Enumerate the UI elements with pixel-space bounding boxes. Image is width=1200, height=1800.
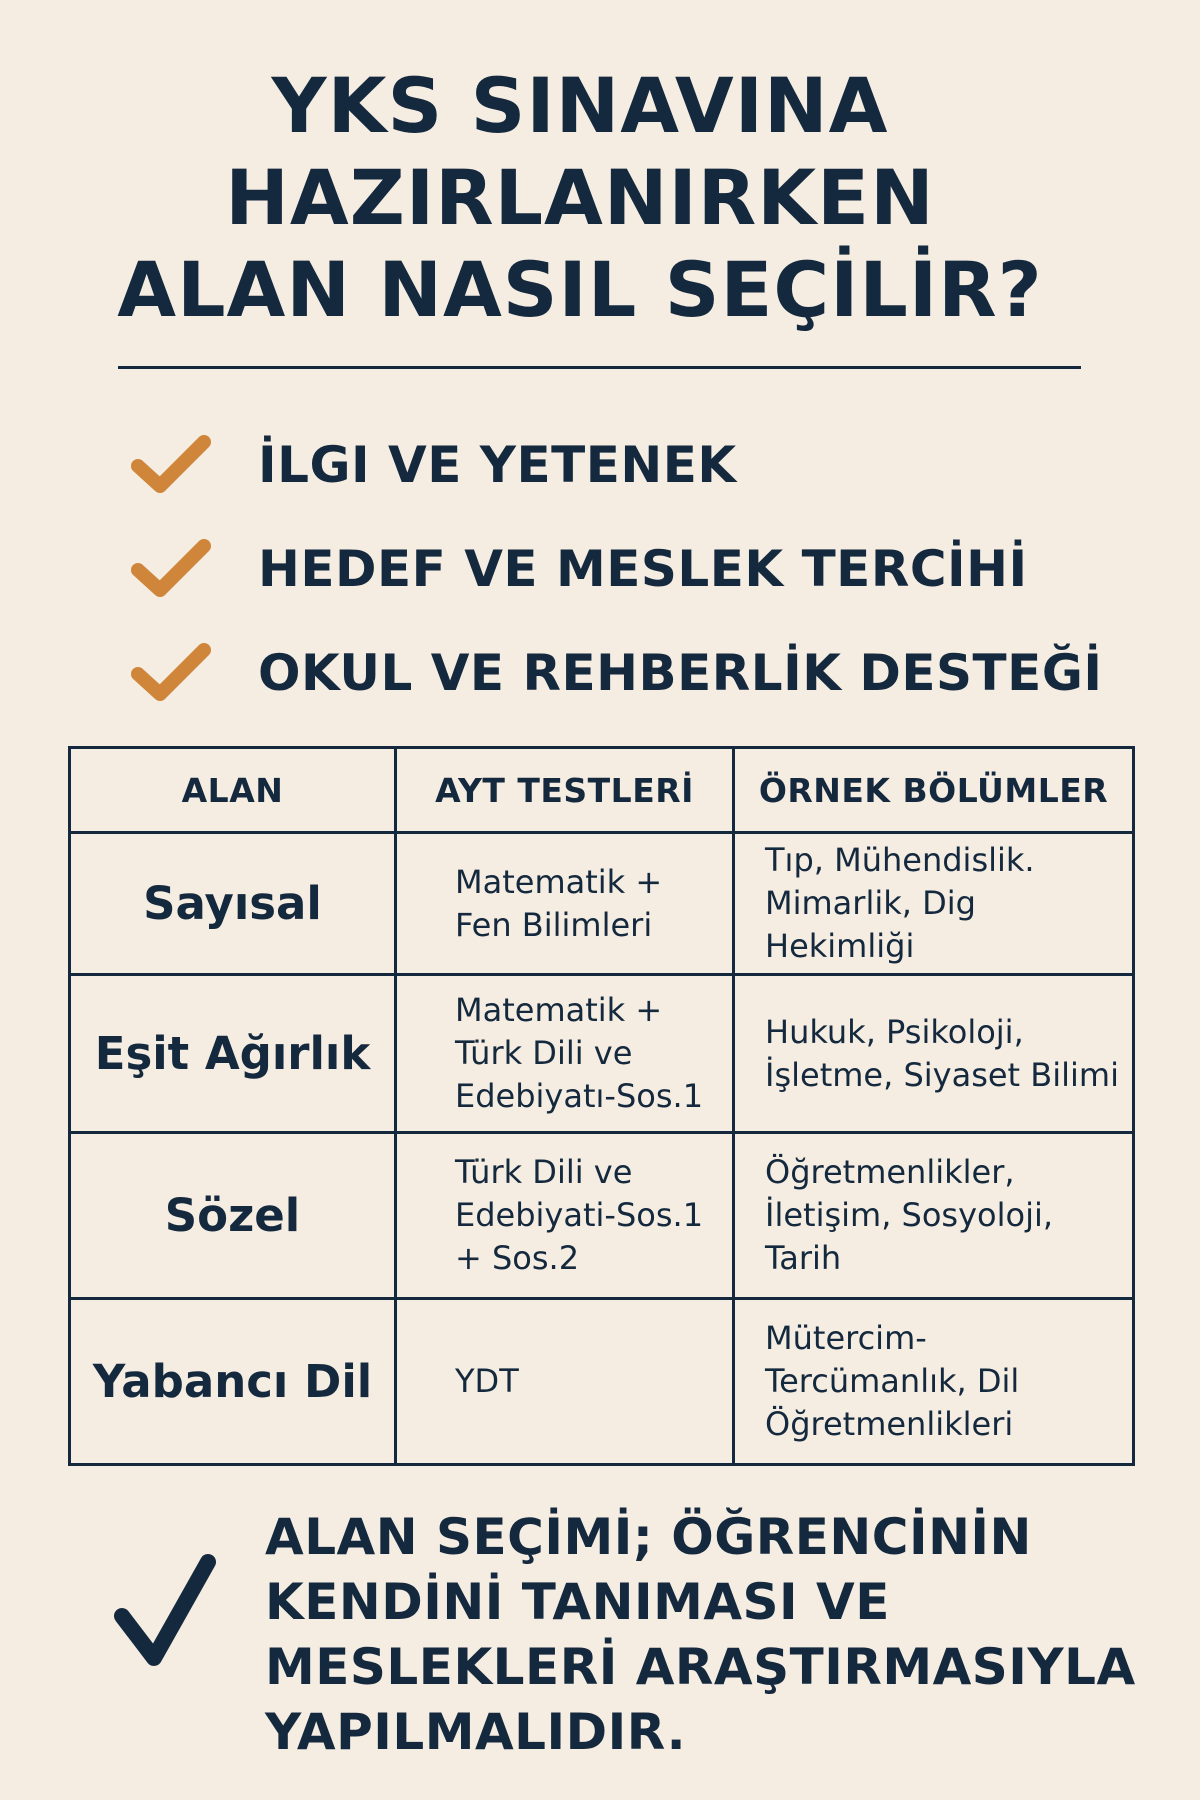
examples-line: Hukuk, Psikoloji, [765, 1012, 1024, 1051]
tests-line: Türk Dili ve [455, 1153, 633, 1191]
tests-line: + Sos.2 [455, 1239, 580, 1277]
tests-line: Türk Dili ve [455, 1034, 633, 1072]
alan-cell: Sözel [70, 1133, 396, 1299]
tests-cell [396, 1299, 734, 1465]
examples-line: Tercümanlık, Dil [765, 1362, 1020, 1400]
examples-line: Öğretmenlikler, [765, 1153, 1015, 1191]
title-line: HAZIRLANIRKEN [225, 153, 935, 242]
examples-line: Mimarlik, Dig Hekimliği [765, 884, 976, 965]
conclusion-line: MESLEKLERİ ARAŞTIRMASIYLA [265, 1638, 1136, 1696]
tests-cell [396, 1133, 734, 1299]
tests-line: Edebiyati-Sos.1 [455, 1196, 704, 1234]
criteria-item [130, 420, 1130, 520]
examples-line: Mütercim- [765, 1319, 927, 1357]
criteria-item [130, 628, 1130, 728]
check-icon [130, 640, 212, 704]
tests-line: YDT [455, 1362, 519, 1400]
table-row [70, 1133, 1134, 1299]
check-icon [112, 1550, 216, 1676]
examples-line: Öğretmenlikleri [765, 1405, 1014, 1443]
examples-cell [734, 975, 1134, 1133]
table-row [70, 833, 1134, 975]
criteria-item [130, 524, 1130, 624]
table-header-row [70, 748, 1134, 833]
title-line: ALAN NASIL SEÇİLİR? [117, 245, 1043, 334]
criteria-label: HEDEF VE MESLEK TERCİHİ [258, 540, 1028, 598]
header-ayt-testleri: AYT TESTLERİ [396, 748, 734, 833]
conclusion-line: YAPILMALIDIR. [265, 1703, 687, 1761]
header-ornek-bolumler: ÖRNEK BÖLÜMLER [734, 748, 1134, 833]
criteria-label: OKUL VE REHBERLİK DESTEĞİ [258, 644, 1103, 702]
conclusion-text [265, 1505, 1165, 1765]
tests-line: Edebiyatı-Sos.1 [455, 1077, 704, 1115]
table-row [70, 1299, 1134, 1465]
conclusion-line: ALAN SEÇİMİ; ÖĞRENCİNİN [265, 1508, 1032, 1566]
examples-line: Tarih [765, 1239, 842, 1277]
table-row [70, 975, 1134, 1133]
examples-cell [734, 833, 1134, 975]
header-alan: ALAN [70, 748, 396, 833]
fields-table [68, 746, 1135, 1466]
examples-line: Tıp, Mühendislik. [765, 841, 1035, 879]
examples-cell [734, 1133, 1134, 1299]
title-line: YKS SINAVINA [271, 61, 889, 150]
examples-cell [734, 1299, 1134, 1465]
examples-line: İletişim, Sosyoloji, [765, 1196, 1054, 1234]
examples-line: İşletme, Siyaset Bilimi [765, 1055, 1119, 1094]
tests-cell [396, 833, 734, 975]
check-icon [130, 432, 212, 496]
alan-cell: Sayısal [70, 833, 396, 975]
criteria-label: İLGI VE YETENEK [258, 436, 737, 494]
check-icon [130, 536, 212, 600]
conclusion-line: KENDİNİ TANIMASI VE [265, 1573, 890, 1631]
alan-cell: Yabancı Dil [70, 1299, 396, 1465]
tests-cell [396, 975, 734, 1133]
tests-line: Matematik + [455, 991, 663, 1029]
tests-line: Matematik + [455, 862, 663, 901]
tests-line: Fen Bilimleri [455, 905, 653, 944]
page-title [0, 60, 1160, 336]
alan-cell: Eşit Ağırlık [70, 975, 396, 1133]
title-divider [118, 366, 1081, 369]
